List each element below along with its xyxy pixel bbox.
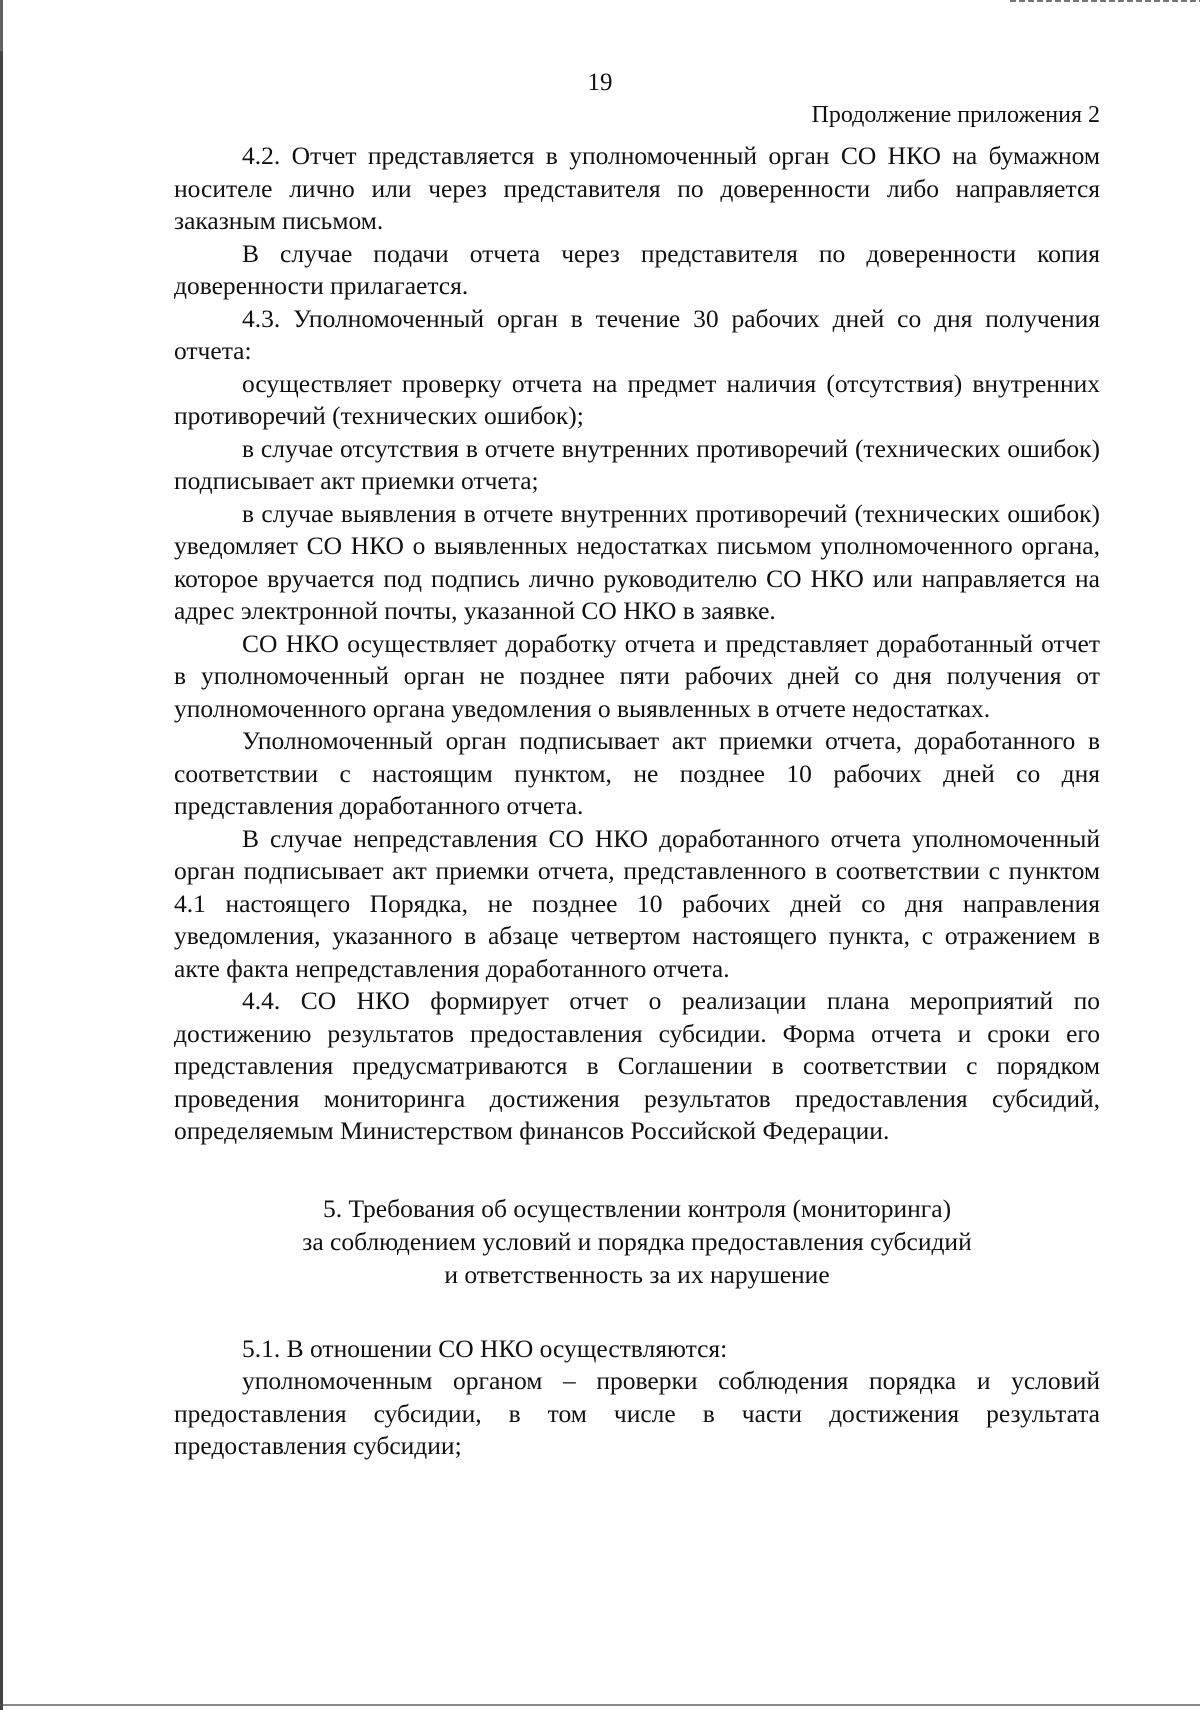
appendix-note: Продолжение приложения 2 — [811, 102, 1100, 128]
paragraph-revision: СО НКО осуществляет доработку отчета и представляет доработанный отчет в уполномоченный орган не позднее пяти рабочих дней со дня получения от уполномоченного органа уведомления о выявленных в отчете недостатках. — [174, 628, 1100, 723]
section-heading-line: за соблюдением условий и порядка предоставления субсидий — [302, 1226, 972, 1256]
paragraph-4-2: 4.2. Отчет представляется в уполномоченный орган СО НКО на бумажном носителе лично или через представителя по доверенности либо направляется заказным письмом. — [174, 141, 1100, 235]
scan-edge-bottom — [0, 1704, 1200, 1706]
paragraph-not-submitted: В случае непредставления СО НКО доработанного отчета уполномоченный орган подписывает акт приемки отчета, представленного в соответствии с пунктом 4.1 настоящего Порядка, не позднее 10 рабочих дней со дня направления уведомления, указанного в абзаце четвертом настоящего пункта, с отражением в акте факта непредставления доработанного отчета. — [174, 823, 1100, 983]
scan-edge-top — [1010, 0, 1200, 2]
paragraph-5-1: 5.1. В отношении СО НКО осуществляются: — [242, 1333, 728, 1363]
scan-edge-left — [0, 0, 3, 1710]
document-body — [174, 140, 1100, 1463]
page-number: 19 — [587, 69, 613, 96]
section-heading-5 — [174, 1192, 1100, 1291]
section-heading-line: и ответственность за их нарушение — [444, 1259, 830, 1289]
paragraph-no-errors: в случае отсутствия в отчете внутренних противоречий (технических ошибок) подписывает акт приемки отчета; — [174, 433, 1100, 495]
paragraph-proxy-copy: В случае подачи отчета через представителя по доверенности копия доверенности прилагается. — [174, 238, 1100, 300]
paragraph-inspections: уполномоченным органом – проверки соблюдения порядка и условий предоставления субсидии, в том числе в части достижения результата предоставления субсидии; — [174, 1366, 1100, 1460]
paragraph-4-3: 4.3. Уполномоченный орган в течение 30 рабочих дней со дня получения отчета: — [174, 303, 1100, 365]
paragraph-check-report: осуществляет проверку отчета на предмет наличия (отсутствия) внутренних противоречий (технических ошибок); — [174, 368, 1100, 430]
paragraph-4-4: 4.4. СО НКО формирует отчет о реализации плана мероприятий по достижению результатов предоставления субсидии. Форма отчета и сроки его представления предусматриваются в Соглашении в соответствии с порядком проведения мониторинга достижения результатов предоставления субсидий, определяемым Министерством финансов Российской Федерации. — [174, 986, 1100, 1145]
paragraph-sign-revised: Уполномоченный орган подписывает акт приемки отчета, доработанного в соответствии с настоящим пунктом, не позднее 10 рабочих дней со дня представления доработанного отчета. — [174, 726, 1100, 820]
paragraph-errors-found: в случае выявления в отчете внутренних противоречий (технических ошибок) уведомляет СО НКО о выявленных недостатках письмом уполномоченного органа, которое вручается под подпись лично руководителю СО НКО или направляется на адрес электронной почты, указанной СО НКО в заявке. — [174, 498, 1100, 625]
section-heading-line: 5. Требования об осуществлении контроля (мониторинга) — [322, 1193, 952, 1223]
